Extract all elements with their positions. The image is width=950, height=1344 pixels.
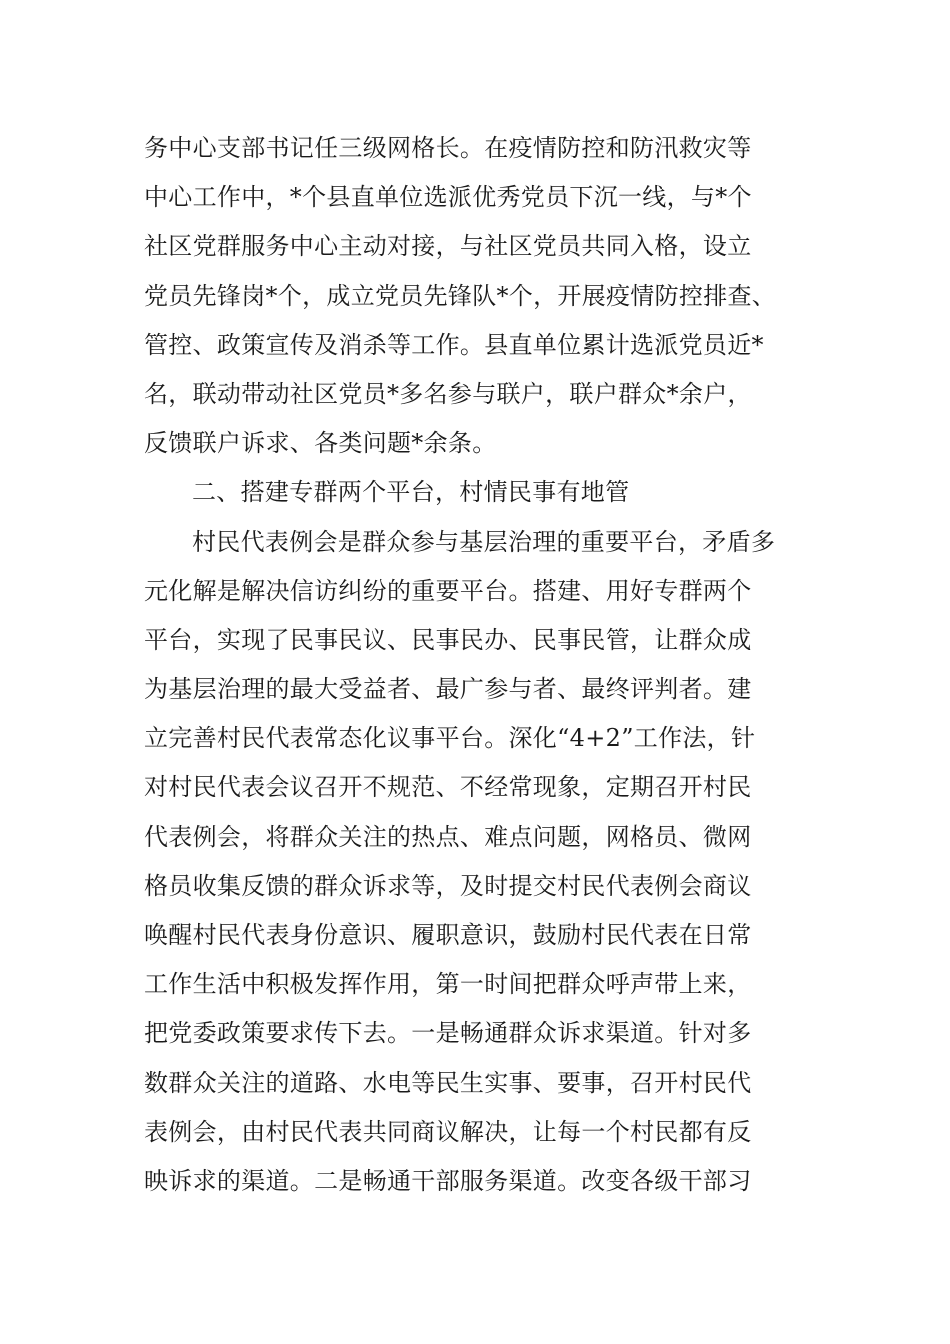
text-line: 格员收集反馈的群众诉求等，及时提交村民代表例会商议 bbox=[144, 871, 752, 900]
text-line: 对村民代表会议召开不规范、不经常现象，定期召开村民 bbox=[144, 773, 752, 802]
text-line: 工作生活中积极发挥作用，第一时间把群众呼声带上来， bbox=[144, 970, 752, 999]
body-text bbox=[144, 124, 824, 1206]
text-line: 村民代表例会是群众参与基层治理的重要平台，矛盾多 bbox=[192, 527, 776, 556]
text-line: 元化解是解决信访纠纷的重要平台。搭建、用好专群两个 bbox=[144, 576, 752, 605]
text-line: 平台，实现了民事民议、民事民办、民事民管，让群众成 bbox=[144, 625, 752, 654]
text-line: 表例会，由村民代表共同商议解决，让每一个村民都有反 bbox=[144, 1117, 752, 1146]
text-line: 务中心支部书记任三级网格长。在疫情防控和防汛救灾等 bbox=[144, 134, 752, 162]
text-line: 映诉求的渠道。二是畅通干部服务渠道。改变各级干部习 bbox=[144, 1166, 752, 1195]
text-line: 名，联动带动社区党员*多名参与联户，联户群众*余户， bbox=[144, 379, 752, 408]
text-line: 为基层治理的最大受益者、最广参与者、最终评判者。建 bbox=[144, 675, 752, 704]
text-line: 唤醒村民代表身份意识、履职意识，鼓励村民代表在日常 bbox=[144, 921, 752, 949]
text-line: 数群众关注的道路、水电等民生实事、要事，召开村民代 bbox=[144, 1068, 752, 1097]
section-heading: 二、搭建专群两个平台，村情民事有地管 bbox=[192, 478, 630, 507]
text-line: 中心工作中，*个县直单位选派优秀党员下沉一线，与*个 bbox=[144, 183, 752, 212]
text-line: 立完善村民代表常态化议事平台。深化“4+2”工作法，针 bbox=[144, 724, 756, 753]
text-line: 社区党群服务中心主动对接，与社区党员共同入格，设立 bbox=[144, 232, 752, 261]
text-line: 代表例会，将群众关注的热点、难点问题，网格员、微网 bbox=[144, 822, 752, 851]
text-line: 把党委政策要求传下去。一是畅通群众诉求渠道。针对多 bbox=[144, 1019, 752, 1048]
text-line: 管控、政策宣传及消杀等工作。县直单位累计选派党员近* bbox=[144, 330, 764, 359]
text-line: 反馈联户诉求、各类问题*余条。 bbox=[144, 429, 497, 458]
text-line: 党员先锋岗*个，成立党员先锋队*个，开展疫情防控排查、 bbox=[144, 281, 777, 310]
